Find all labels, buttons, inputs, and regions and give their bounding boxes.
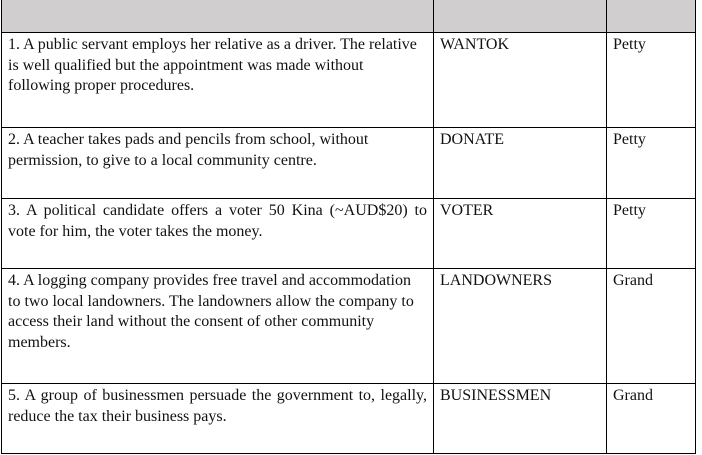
scenario-cell: 1. A public servant employs her relative as a driver. The relative is well qualified but the appointment was made without following proper procedures.	[2, 33, 434, 128]
table-row	[2, 128, 696, 199]
table-row	[2, 384, 696, 454]
scenario-cell: 5. A group of businessmen persuade the government to, legally, reduce the tax their business pays.	[2, 384, 434, 454]
keyword-cell: BUSINESSMEN	[434, 384, 607, 454]
table-row	[2, 199, 696, 269]
keyword-cell: VOTER	[434, 199, 607, 269]
type-cell: Petty	[607, 128, 696, 199]
header-cell	[607, 0, 696, 33]
scenario-cell: 2. A teacher takes pads and pencils from school, without permission, to give to a local community centre.	[2, 128, 434, 199]
header-cell	[2, 0, 434, 33]
table-row	[2, 269, 696, 384]
header-cell	[434, 0, 607, 33]
scenario-cell: 4. A logging company provides free travel and accommodation to two local landowners. The landowners allow the company to access their land without the consent of other community members.	[2, 269, 434, 384]
keyword-cell: DONATE	[434, 128, 607, 199]
type-cell: Petty	[607, 33, 696, 128]
corruption-scenarios-table	[1, 0, 696, 454]
keyword-cell: LANDOWNERS	[434, 269, 607, 384]
type-cell: Petty	[607, 199, 696, 269]
keyword-cell: WANTOK	[434, 33, 607, 128]
scenario-cell: 3. A political candidate offers a voter 50 Kina (~AUD$20) to vote for him, the voter takes the money.	[2, 199, 434, 269]
table-row	[2, 33, 696, 128]
type-cell: Grand	[607, 384, 696, 454]
type-cell: Grand	[607, 269, 696, 384]
table-header-row	[2, 0, 696, 33]
